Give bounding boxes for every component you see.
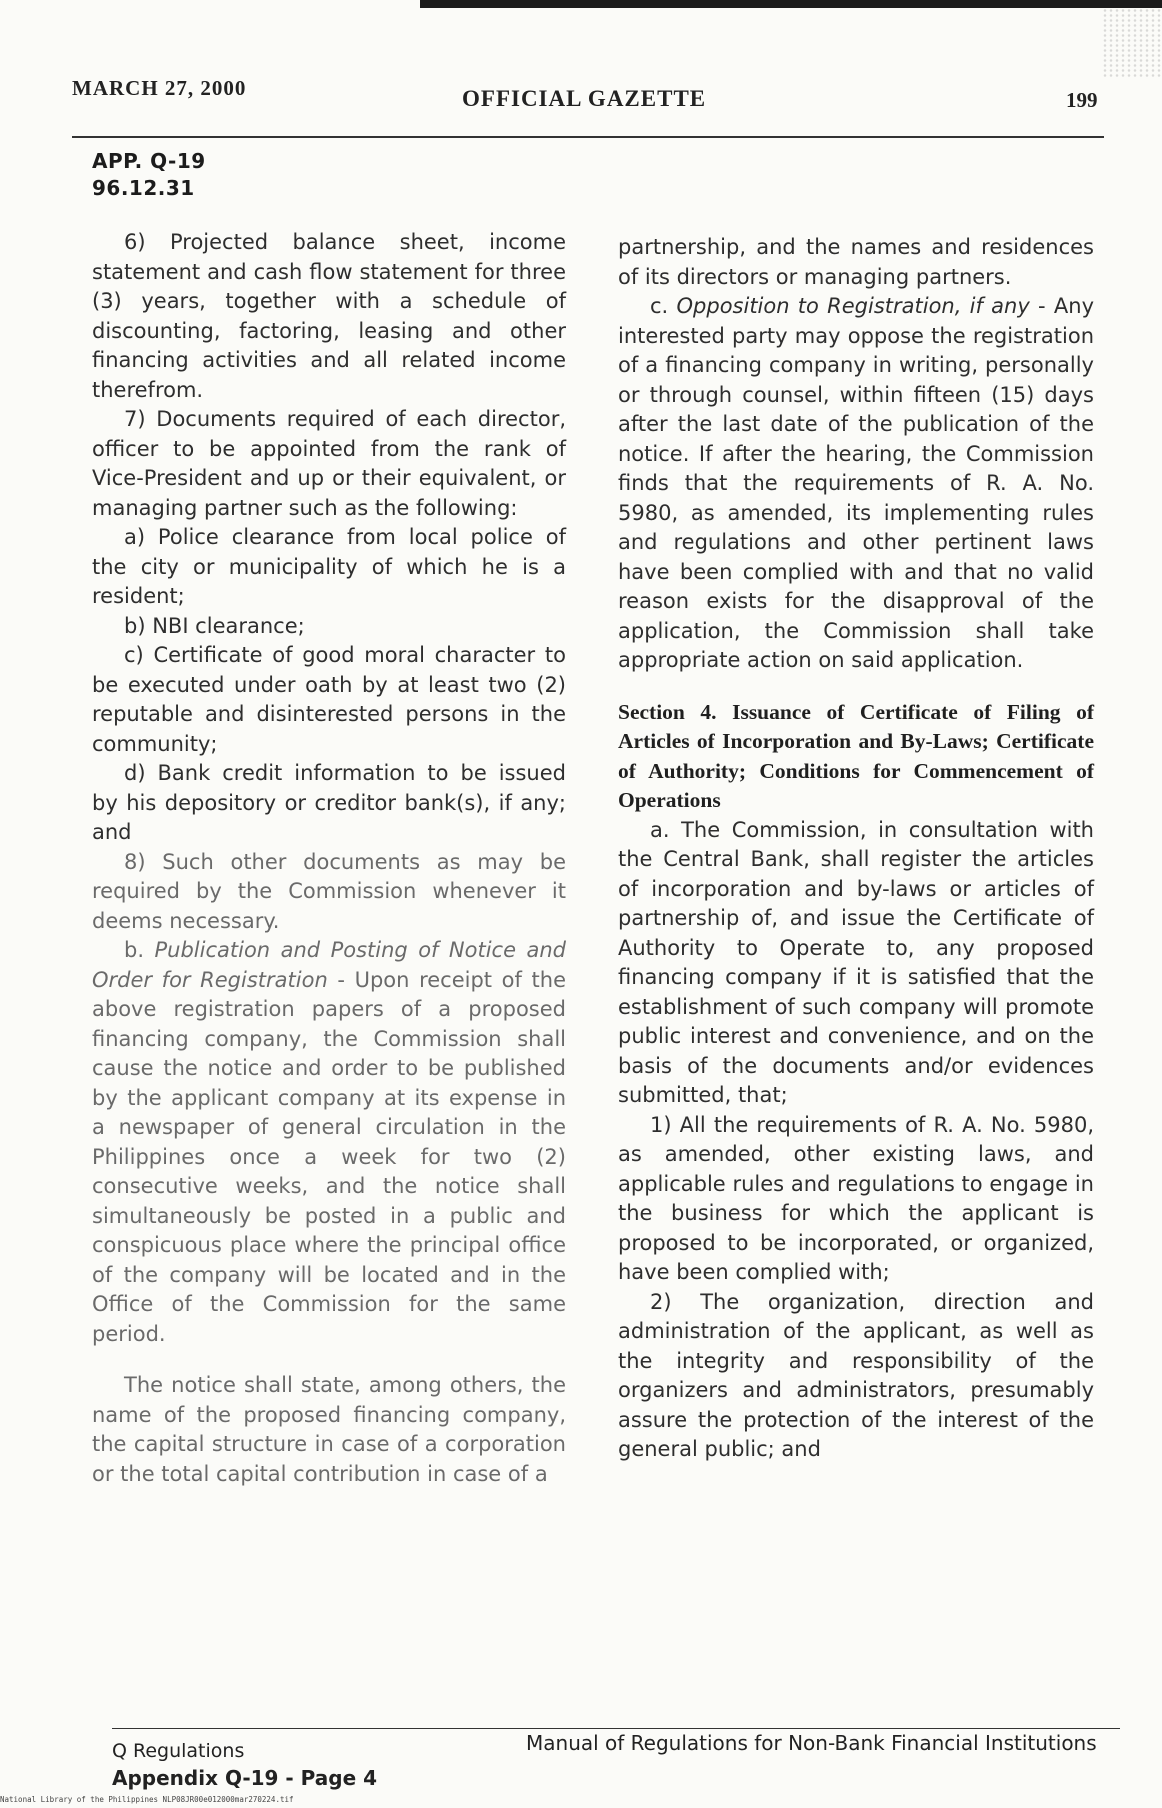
- header-date: MARCH 27, 2000: [72, 76, 247, 100]
- item-label: b.: [124, 938, 145, 962]
- scan-noise: [1102, 8, 1162, 78]
- paragraph: a. The Commission, in consultation with the Central Bank, shall register the articles of incorporation and by-laws or articles of partnership of, and issue the Certificate of Authority to Operate to, any proposed financing company if it is satisfied that the establishment of such company will promote public interest and convenience, and on the basis of the documents and/or evidences submitted, that;: [618, 817, 1094, 1107]
- paragraph: partnership, and the names and residences of its directors or managing partners.: [618, 235, 1094, 289]
- paragraph: a) Police clearance from local police of the city or municipality of which he is a resident;: [92, 525, 566, 608]
- appendix-date: 96.12.31: [92, 176, 195, 200]
- paragraph: 7) Documents required of each director, officer to be appointed from the rank of Vice-President and up or their equivalent, or managing partner such as the following:: [92, 407, 566, 520]
- paragraph-opposition: [618, 292, 1094, 676]
- paragraph: 6) Projected balance sheet, income statement and cash flow statement for three (3) years, together with a schedule of discounting, factoring, leasing and other financing activities and all related income therefrom.: [92, 230, 566, 402]
- item-body: - Any interested party may oppose the registration of a financing company in writing, personally or through counsel, within fifteen (15) days after the last date of the publication of the notice. If after the hearing, the Commission finds that the requirements of R. A. No. 5980, as amended, its implementing rules and regulations and other pertinent laws have been complied with and that no valid reason exists for the disapproval of the application, the Commission shall take appropriate action on said application.: [618, 294, 1094, 672]
- appendix-reference: [92, 148, 206, 202]
- footer-rule: [112, 1728, 1120, 1729]
- paragraph-publication: [92, 936, 566, 1349]
- item-title: Opposition to Registration, if any: [676, 294, 1030, 318]
- scan-edge-bar: [420, 0, 1162, 8]
- header-rule: [72, 136, 1104, 138]
- footer-manual-title: Manual of Regulations for Non-Bank Financial Institutions: [526, 1731, 1097, 1755]
- paragraph: c) Certificate of good moral character to be executed under oath by at least two (2) reputable and disinterested persons in the community;: [92, 643, 566, 756]
- paragraph: The notice shall state, among others, the name of the proposed financing company, the capital structure in case of a corporation or the total capital contribution in case of a: [92, 1373, 566, 1486]
- footer-regulations: Q Regulations: [112, 1740, 245, 1762]
- section-heading: Section 4. Issuance of Certificate of Filing of Articles of Incorporation and By-Laws; Certificate of Authority; Conditions for Commencement of Operations: [618, 699, 1094, 812]
- paragraph: 2) The organization, direction and administration of the applicant, as well as the integrity and responsibility of the organizers and administrators, presumably assure the protection of the interest of the general public; and: [618, 1289, 1094, 1461]
- paragraph: d) Bank credit information to be issued by his depository or creditor bank(s), if any; and: [92, 761, 566, 844]
- item-title: Publication and Posting of Notice and Order for Registration: [92, 938, 566, 992]
- item-label: c.: [650, 294, 669, 318]
- header-page-number: 199: [1066, 88, 1098, 112]
- left-column: [92, 228, 566, 1489]
- footer-appendix-page: Appendix Q-19 - Page 4: [112, 1766, 378, 1790]
- paragraph: 8) Such other documents as may be required by the Commission whenever it deems necessary.: [92, 849, 566, 933]
- appendix-code: APP. Q-19: [92, 149, 206, 173]
- footer-left: [112, 1738, 377, 1792]
- scan-stamp: National Library of the Philippines NLP08JR00e012000mar270224.tif: [0, 1795, 294, 1804]
- paragraph: 1) All the requirements of R. A. No. 5980, as amended, other existing laws, and applicable rules and regulations to engage in the business for which the applicant is proposed to be incorporated, or organized, have been complied with;: [618, 1112, 1094, 1284]
- paragraph: b) NBI clearance;: [124, 613, 305, 638]
- header-title: OFFICIAL GAZETTE: [462, 86, 707, 111]
- right-column: [618, 233, 1094, 1465]
- item-body: - Upon receipt of the above registration papers of a proposed financing company, the Commission shall cause the notice and order to be published by the applicant company at its expense in a newspaper of general circulation in the Philippines once a week for two (2) consecutive weeks, and the notice shall simultaneously be posted in a public and conspicuous place where the principal office of the company will be located and in the Office of the Commission for the same period.: [92, 967, 566, 1346]
